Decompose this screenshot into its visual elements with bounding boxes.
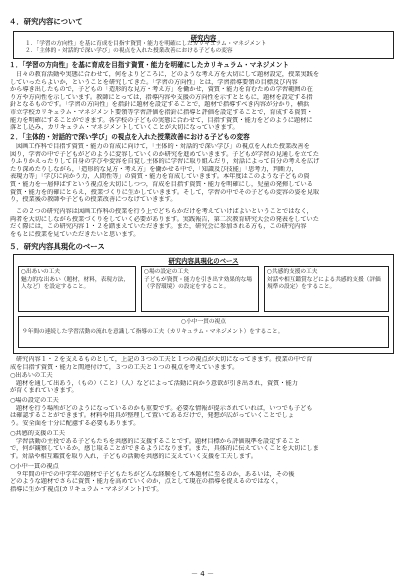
paragraph-line: す。対話や相互鑑賞を取り入れ，子どもの活動を共感的に支えていく支援を工夫します。 (10, 452, 257, 460)
encounter-cell-title: ○出あいの工夫 (21, 269, 61, 275)
empathetic-support-cell-text: 対話や相互鑑賞などによる共感的支援（評価規準の設定）をすること。 (267, 277, 381, 290)
empathetic-support-detail (10, 430, 395, 460)
continuity-cell-text: ９年間の連続した学習活動の流れを意識して指導の工夫（カリキュラム・マネジメント）をすること。 (22, 329, 284, 335)
subsection1-paragraph (10, 71, 395, 132)
paragraph-line: 図り，学習の中で子どもがどのように変容していくのか研究を進めていきます。子どもが学習の見通しを立てた (10, 150, 319, 158)
paragraph-line: たり深めたりしながら，「造形的な見方・考え方」を働かせる中で，「知識及び技能」「思考力，判断力， (10, 165, 298, 173)
paragraph-line: 図画工作科で目指す資質・能力の育成に向けて，「主体的・対話的で深い学び」の視点を入れた授業改善を (16, 143, 310, 150)
paragraph-line: どのような題材でさらに資質・能力を高めていくのか，点として現在の指導を捉えるのではなく， (10, 478, 283, 486)
paragraph-line: りふりかえったりして自身の学びや変容を自覚し主体的に学習に取り組んだり，対話によって自分の考えを広げ (10, 158, 320, 166)
base-diagram-title: 研究内容具現化のベース (168, 257, 239, 265)
base-diagram-box (13, 254, 394, 354)
page-number: － 4 － (191, 570, 214, 578)
continuity-cell (18, 316, 389, 348)
paragraph-line: 落とし込み，カリキュラム・マネジメントしていくことが大切になっていきます。 (10, 124, 239, 132)
paragraph-line: 能力を明確にすることができます。各学校の子どもの実態に合わせて，目指す資質・能力をどのように題材に (10, 116, 313, 124)
detail-title: ○出あいの工夫 (10, 372, 53, 379)
empathetic-support-cell-title: ○共感的支援の工夫 (267, 269, 318, 275)
paragraph-line: は確認することができます。材料や用具が整理して置いてあるだけで，発想が広がっていくことでしょ (10, 412, 295, 420)
encounter-detail (10, 372, 395, 395)
paragraph-line: 日々の教育活動や実態に合わせて，何をよりどころに，どのような考え方を大切にして題材設定，授業実践を (16, 71, 320, 78)
paragraph-line: 学習活動の主役である子どもたちを共感的に支援することです。題材目標から評価規準を設定すること (16, 437, 301, 445)
paragraph-line: う。安全面を十分に配慮する必要もあります。 (10, 419, 140, 427)
paragraph-line: から導き出したもので，子どもの「造形的な見方・考え方」を働かせ，資質・能力を育むための学習範囲の在 (10, 86, 313, 94)
section4-heading: ４．研究内容について (9, 17, 83, 26)
paragraph-line: 市立学校カリキュラム・マネジメント要領等学習評価を指針に指導と評価を設定することで，育成する資質・ (10, 108, 313, 116)
paragraph-line: していったらよいか，ということを研究してきた。「学習の方向性」とは，学習指導要領の目標及び内容 (10, 78, 298, 86)
continuity-detail (10, 463, 395, 493)
paragraph-line: だく際には，この研究内容１・２を踏まえていただきます。また，研究会に参加される方も，この研究内容 (10, 223, 307, 231)
paragraph-line: 表現力等」「学びに向かう力，人間性等」の資質・能力を育成していきます。本年度はこのような子どもの資 (10, 173, 310, 181)
paragraph-line: り，授業後の教師や子どもの授業改善につなげていきます。 (10, 196, 177, 204)
research-content-box-title: 研究内容 (190, 34, 217, 42)
encounter-cell-text: 魅力的な出あい（題材，材料，表現方法，人など）を設定すること。 (21, 277, 130, 290)
paragraph-line: 題材を通して出あう，（もの）（こと）（人）などによって活動に向かう意欲が引き出され，資質・能力 (16, 379, 298, 387)
paragraph-line: 指導に生かす視点(カリキュラム・マネジメント)です。 (10, 485, 163, 493)
setting-cell (141, 266, 259, 312)
research-content-item-1: １．「学習の方向性」を基に育成を目指す資質・能力を明確にしたカリキュラム・マネジメント (25, 41, 267, 47)
setting-cell-title: ○場の設定の工夫 (144, 269, 189, 275)
research-content-item-2: ２．「主体的・対話的で深い学び」の視点を入れた授業改善における子どもの変容 (25, 48, 233, 54)
section5-heading: ５．研究内容具現化のベース (9, 242, 105, 251)
paragraph-line: 研究内容１・２を支えるものとして，上記の３つの工夫と１つの視点が大切になってきます。授業の中で育 (16, 356, 313, 363)
subsection1-heading: １．「学習の方向性」を基に育成を目指す資質・能力を明確にしたカリキュラム・マネジメント (9, 61, 289, 69)
detail-title: ○小中一貫の視点 (10, 463, 59, 470)
paragraph-line: 資質・能力を的確にとらえ，授業づくりに生かしていきます。そして，学習の中でその子どもの変容の姿を見取 (10, 188, 320, 196)
paragraph-line: で，何が観察しているか，感じ取ることができるようになります。また，具体的に伝えていくことを大切にしま (10, 445, 319, 453)
paragraph-line: 質・能力を一層伸ばすという視点を大切にしつつ，育成を目指す資質・能力を明確にし，児童の発揮している (10, 180, 313, 188)
paragraph-line: ９年間の中での中学年の題材で子どもたちがどんな経験をして本題材に至るのか，あるいは，その後 (16, 470, 295, 478)
base-intro-paragraph (10, 356, 395, 371)
setting-detail (10, 397, 395, 427)
paragraph-line: が育くまれていきます。 (10, 387, 78, 395)
paragraph-line: 両者を大切にしながら授業づくりをしていく必要があります。実践報告，第二次教育研究大会の発表をしていた (10, 215, 319, 223)
paragraph-line: この２つの研究内容は図画工作科の授業を行う上でどちらかだけを考えていけばよいということではなく， (16, 208, 313, 215)
subsection2-paragraph (10, 143, 395, 204)
paragraph-line: 題材を行う場所がどのようになっているのかも重要です。必要な情報が提示されていれば，いつでも子ども (16, 404, 313, 412)
continuity-cell-title: ○小中一貫の視点 (181, 319, 226, 325)
empathetic-support-cell (264, 266, 389, 312)
paragraph-line: をもとに授業を見ていただきたいと思います。 (10, 230, 140, 238)
detail-title: ○共感的支援の工夫 (10, 430, 65, 437)
paragraph-line: り方や方向性を示しています。教師にとっては，指導内容や支援の方向性を示すとともに，題材を設定する指 (10, 93, 313, 101)
setting-cell-text: 子どもが資質・能力を引き出す効果的な場（学習環境）の設定をすること。 (144, 277, 253, 290)
detail-title: ○場の設定の工夫 (10, 397, 59, 404)
research-content-box (13, 31, 394, 59)
summary-paragraph (10, 208, 395, 238)
encounter-cell (18, 266, 136, 312)
paragraph-line: 成を目指す資質・能力と関連付けて，３つの工夫と１つの視点を考えていきます。 (10, 363, 239, 371)
subsection2-heading: ２．「主体的・対話的で深い学び」の視点を入れた授業改善における子どもの変容 (9, 133, 250, 141)
paragraph-line: 針となるものです。「学習の方向性」を指針に題材を設定することで，題材で指導すべき内容が分かり，横浜 (10, 101, 310, 109)
